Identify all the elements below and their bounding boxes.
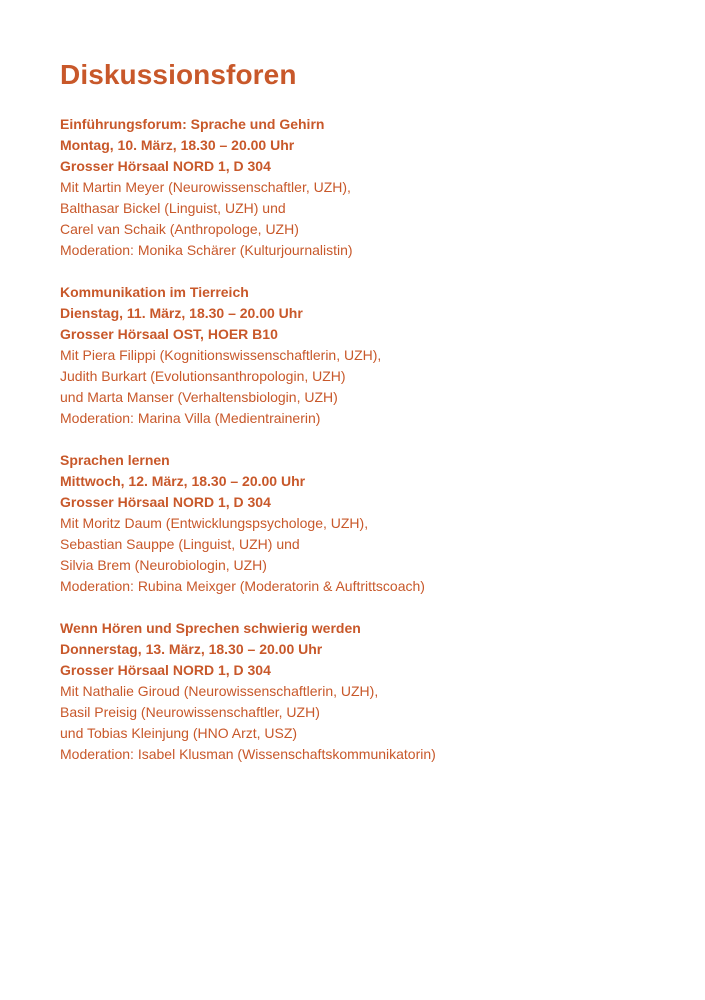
document-page (60, 58, 680, 786)
forum-entry-4 (60, 618, 680, 765)
forum-date: Montag, 10. März, 18.30 – 20.00 Uhr (60, 137, 295, 153)
forum-moderation: Moderation: Isabel Klusman (Wissenschaftskommunikatorin) (60, 746, 436, 762)
forum-participants-line: Silvia Brem (Neurobiologin, UZH) (60, 557, 267, 573)
forum-heading: Kommunikation im Tierreich (60, 284, 249, 300)
forum-participants-line: Balthasar Bickel (Linguist, UZH) und (60, 200, 286, 216)
forum-location: Grosser Hörsaal NORD 1, D 304 (60, 494, 271, 510)
forum-heading: Einführungsforum: Sprache und Gehirn (60, 116, 325, 132)
forum-participants-line: Basil Preisig (Neurowissenschaftler, UZH) (60, 704, 320, 720)
forum-participants-line: Mit Moritz Daum (Entwicklungspsychologe, UZH), (60, 515, 369, 531)
forum-participants-line: Judith Burkart (Evolutionsanthropologin, UZH) (60, 368, 346, 384)
forum-location: Grosser Hörsaal NORD 1, D 304 (60, 158, 271, 174)
forum-moderation: Moderation: Marina Villa (Medientrainerin) (60, 410, 321, 426)
forum-date: Donnerstag, 13. März, 18.30 – 20.00 Uhr (60, 641, 323, 657)
forum-location: Grosser Hörsaal NORD 1, D 304 (60, 662, 271, 678)
forum-participants-line: Mit Piera Filippi (Kognitionswissenschaftlerin, UZH), (60, 347, 382, 363)
forum-heading: Wenn Hören und Sprechen schwierig werden (60, 620, 361, 636)
forum-participants-line: Carel van Schaik (Anthropologe, UZH) (60, 221, 299, 237)
forum-location: Grosser Hörsaal OST, HOER B10 (60, 326, 278, 342)
forum-date: Mittwoch, 12. März, 18.30 – 20.00 Uhr (60, 473, 306, 489)
forum-participants-line: Mit Nathalie Giroud (Neurowissenschaftlerin, UZH), (60, 683, 379, 699)
forum-heading: Sprachen lernen (60, 452, 170, 468)
forum-moderation: Moderation: Rubina Meixger (Moderatorin & Auftrittscoach) (60, 578, 425, 594)
forum-entry-2 (60, 282, 680, 429)
forum-entry-3 (60, 450, 680, 597)
forum-participants-line: und Tobias Kleinjung (HNO Arzt, USZ) (60, 725, 298, 741)
forum-participants-line: Mit Martin Meyer (Neurowissenschaftler, UZH), (60, 179, 351, 195)
forum-entry-1 (60, 114, 680, 261)
forum-participants-line: Sebastian Sauppe (Linguist, UZH) und (60, 536, 300, 552)
forum-moderation: Moderation: Monika Schärer (Kulturjournalistin) (60, 242, 353, 258)
forum-date: Dienstag, 11. März, 18.30 – 20.00 Uhr (60, 305, 303, 321)
forum-participants-line: und Marta Manser (Verhaltensbiologin, UZH) (60, 389, 338, 405)
page-title: Diskussionsforen (60, 59, 297, 90)
